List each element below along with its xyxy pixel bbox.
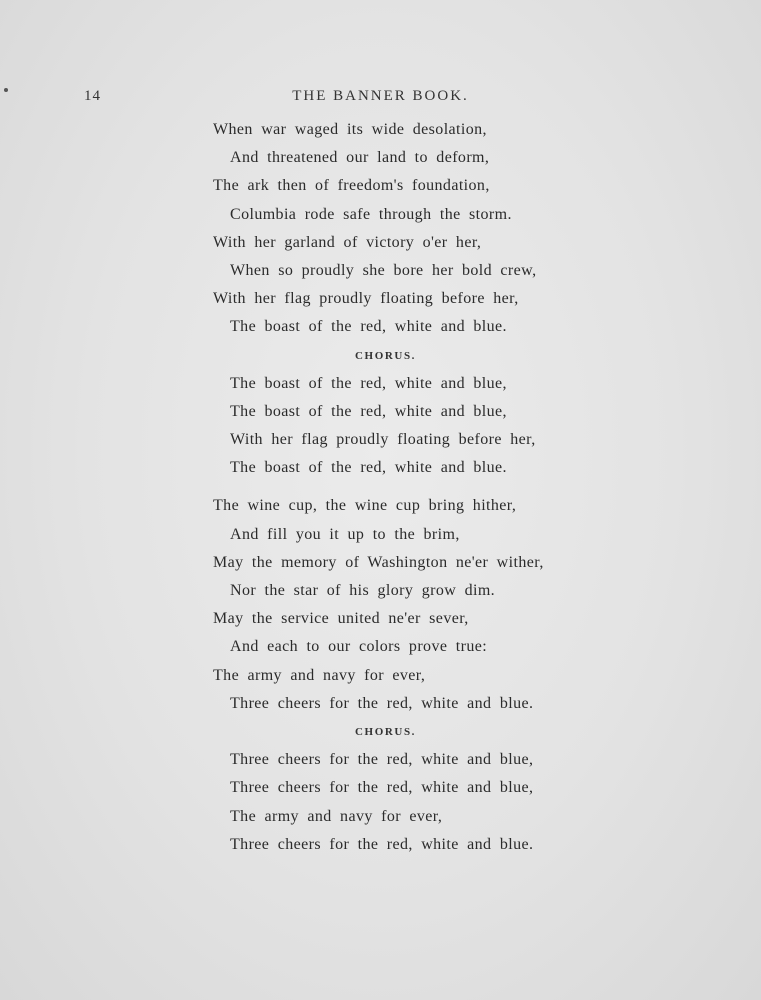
chorus-line: The army and navy for ever, [230,807,443,825]
poem [213,116,633,859]
verse-line: When war waged its wide desolation, [213,121,487,138]
chorus-line: The boast of the red, white and blue, [230,402,507,420]
verse-line: And threatened our land to deform, [230,149,490,167]
verse-line: May the service united ne'er sever, [213,610,469,628]
verse-line: Three cheers for the red, white and blue. [230,694,534,712]
chorus-line: With her flag proudly floating before her, [230,431,536,449]
verse-line: When so proudly she bore her bold crew, [230,261,537,279]
stanza-1 [213,116,633,482]
page-number: 14 [84,88,101,104]
chorus-line: Three cheers for the red, white and blue. [230,835,534,853]
chorus-heading: CHORUS. [355,349,417,362]
verse-line: The ark then of freedom's foundation, [213,177,490,195]
verse-line: And fill you it up to the brim, [230,525,460,543]
verse-line: Columbia rode safe through the storm. [230,205,512,223]
chorus-line: The boast of the red, white and blue. [230,459,507,477]
verse-line: The army and navy for ever, [213,666,426,684]
verse-line: With her garland of victory o'er her, [213,233,482,251]
verse-line: The wine cup, the wine cup bring hither, [213,497,517,515]
verse-line: Nor the star of his glory grow dim. [230,582,496,599]
running-head: THE BANNER BOOK. [292,88,469,104]
chorus-line: Three cheers for the red, white and blue, [230,751,534,769]
stanza-2 [213,492,633,858]
chorus-heading: CHORUS. [355,725,417,738]
verse-line: The boast of the red, white and blue. [230,318,507,336]
chorus-line: The boast of the red, white and blue, [230,374,507,392]
chorus-line: Three cheers for the red, white and blue, [230,779,534,797]
verse-line: With her flag proudly floating before her, [213,290,519,308]
verse-line: May the memory of Washington ne'er wither, [213,553,544,571]
verse-line: And each to our colors prove true: [230,638,488,656]
